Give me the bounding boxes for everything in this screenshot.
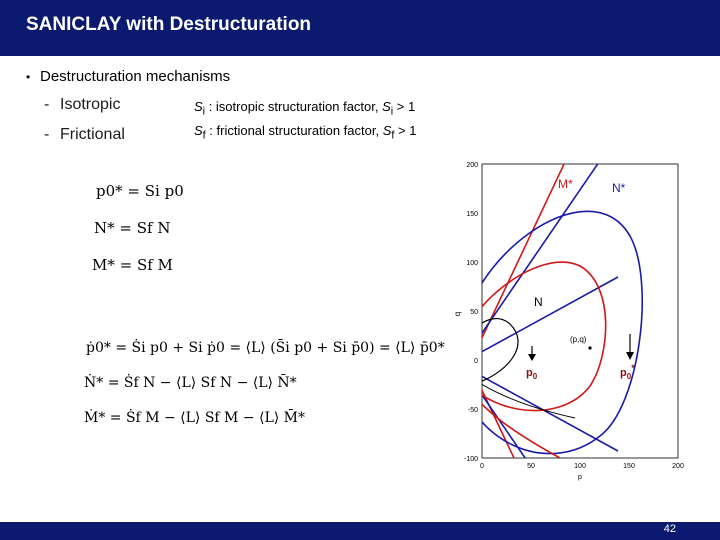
definition-isotropic bbox=[194, 99, 415, 118]
y-tick-label: 100 bbox=[466, 260, 478, 267]
symbol: S bbox=[194, 99, 203, 114]
symbol: S bbox=[194, 123, 203, 138]
m-star-label: M* bbox=[558, 177, 573, 191]
bullet-dot-icon: • bbox=[26, 70, 31, 84]
equation-n-star-rate: Ṅ* = Ṡf N − ⟨L⟩ Sf N − ⟨L⟩ N̄* bbox=[84, 375, 297, 391]
sub-label: Frictional bbox=[60, 126, 125, 143]
x-tick-label: 150 bbox=[623, 463, 635, 470]
p0-star-arrow bbox=[626, 334, 634, 360]
symbol: S bbox=[382, 99, 391, 114]
y-tick-label: -50 bbox=[467, 407, 478, 414]
title-bar bbox=[0, 0, 720, 56]
stress-point bbox=[588, 346, 591, 349]
p0-label: $p_0$ bbox=[526, 367, 538, 381]
equation-m-star-rate: Ṁ* = Ṡf M − ⟨L⟩ Sf M − ⟨L⟩ M̄* bbox=[84, 410, 306, 426]
definition-frictional bbox=[194, 123, 416, 142]
subscript: f bbox=[391, 129, 395, 142]
n-star-label: N* bbox=[612, 181, 626, 195]
sub-item-frictional bbox=[44, 126, 125, 144]
dash-icon: - bbox=[44, 126, 50, 143]
sub-label: Isotropic bbox=[60, 96, 121, 113]
x-tick-labels bbox=[480, 463, 684, 470]
x-tick-label: 100 bbox=[574, 463, 586, 470]
x-tick-label: 0 bbox=[480, 463, 484, 470]
footer-bar bbox=[0, 522, 720, 540]
definition-text: : frictional structuration factor, bbox=[205, 123, 383, 138]
n-line bbox=[454, 277, 618, 367]
subscript: i bbox=[390, 105, 394, 118]
y-tick-label: 50 bbox=[470, 309, 478, 316]
p0-arrow bbox=[528, 346, 536, 361]
definition-text: : isotropic structuration factor, bbox=[205, 99, 383, 114]
bullet-text: Destructuration mechanisms bbox=[40, 68, 231, 85]
y-tick-label: 150 bbox=[466, 211, 478, 218]
y-tick-label: 200 bbox=[466, 162, 478, 169]
condition: > 1 bbox=[394, 123, 417, 138]
x-axis-label: p bbox=[578, 474, 582, 481]
slide-title: SANICLAY with Destructuration bbox=[26, 14, 312, 35]
plot-frame bbox=[482, 164, 678, 458]
subscript: i bbox=[202, 105, 206, 118]
y-axis-label: q bbox=[453, 311, 462, 317]
equation-p0-star-rate: ṗ0* = Ṡi p0 + Si ṗ0 = ⟨L⟩ (S̄i p0 + Si p̄0) = ⟨L⟩ p̄0* bbox=[86, 340, 445, 356]
y-tick-label: -100 bbox=[463, 456, 478, 463]
equation-n-star: N* = Sf N bbox=[94, 219, 171, 237]
equation-m-star: M* = Sf M bbox=[92, 256, 173, 274]
sub-item-isotropic bbox=[44, 96, 120, 114]
x-tick-label: 50 bbox=[527, 463, 535, 470]
yield-surface-plot bbox=[440, 156, 690, 486]
y-tick-labels bbox=[464, 162, 478, 463]
condition: > 1 bbox=[393, 99, 416, 114]
dash-icon: - bbox=[44, 96, 50, 113]
bullet-item bbox=[26, 68, 230, 85]
n-label: N bbox=[534, 295, 543, 309]
subscript: f bbox=[202, 129, 206, 142]
pq-label: (p,q) bbox=[570, 335, 587, 344]
page-number: 42 bbox=[663, 523, 676, 535]
y-tick-label: 0 bbox=[474, 358, 478, 365]
symbol: S bbox=[382, 123, 392, 138]
p0-star-label: $p_0^*$ bbox=[620, 363, 635, 381]
x-tick-label: 200 bbox=[672, 463, 684, 470]
equation-p0-star: p0* = Si p0 bbox=[96, 182, 184, 200]
